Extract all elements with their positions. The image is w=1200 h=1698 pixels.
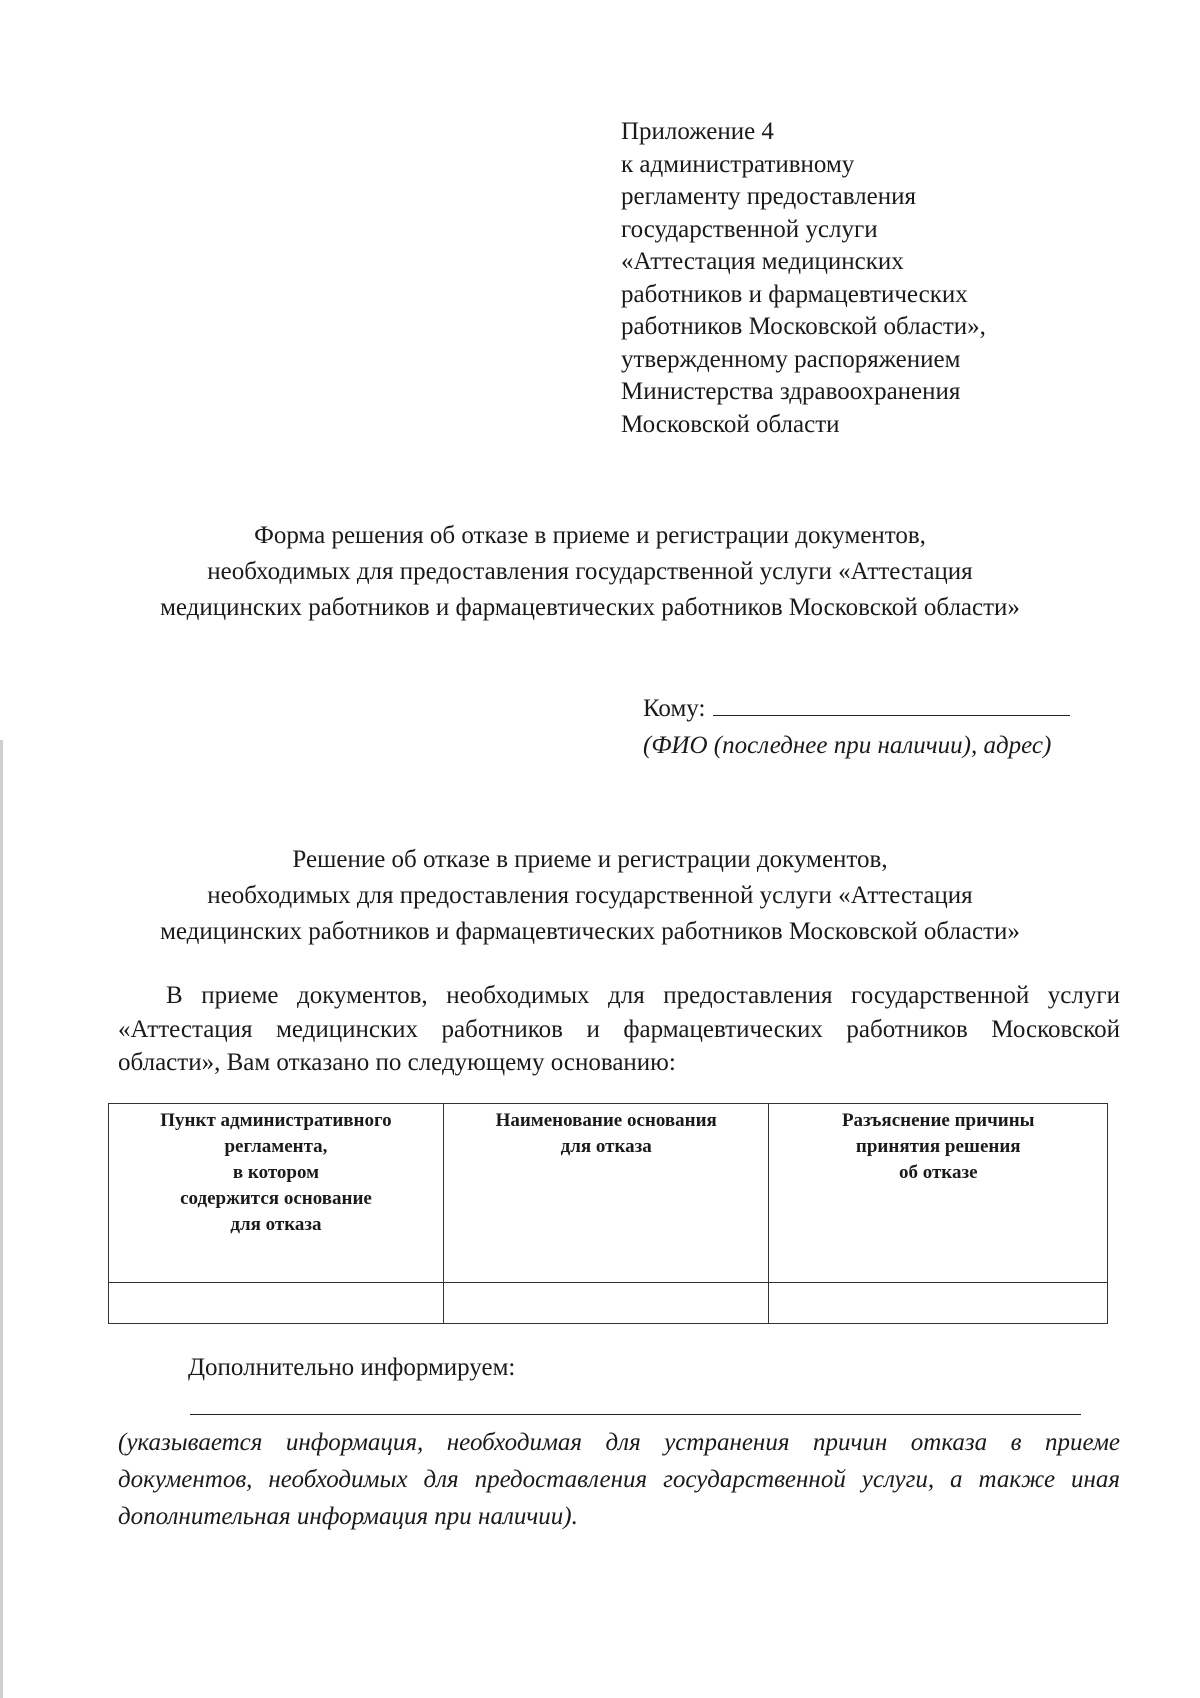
form-title-line: медицинских работников и фармацевтических работников Московской области» <box>160 594 1020 621</box>
header-reason-explanation <box>769 1104 1108 1283</box>
appendix-line: государственной услуги <box>621 215 878 243</box>
header-line: для отказа <box>230 1214 322 1235</box>
appendix-line: регламенту предоставления <box>621 183 917 210</box>
appendix-line: утвержденному распоряжением <box>621 345 961 373</box>
header-line: Пункт административного <box>160 1110 392 1131</box>
decision-title-line: необходимых для предоставления государственной услуги «Аттестация <box>207 882 973 909</box>
table-row <box>109 1283 1108 1324</box>
form-title-line: необходимых для предоставления государственной услуги «Аттестация <box>207 558 973 585</box>
appendix-line: Московской области <box>621 410 840 438</box>
recipient-field <box>643 693 1070 725</box>
appendix-line: Приложение 4 <box>621 118 774 145</box>
decision-title-line: Решение об отказе в приеме и регистрации документов, <box>292 846 888 873</box>
header-reason-name <box>443 1104 769 1283</box>
table-header-row <box>109 1104 1108 1283</box>
refusal-paragraph: В приеме документов, необходимых для предоставления государственной услуги «Аттестация медицинских работников и фармацевтических работников Московской области», Вам отказано по следующему основанию: <box>118 982 1120 1076</box>
recipient-label: Кому: <box>643 695 706 722</box>
recipient-note: (ФИО (последнее при наличии), адрес) <box>643 732 1052 759</box>
header-line: принятия решения <box>855 1136 1021 1157</box>
form-title-line: Форма решения об отказе в приеме и регистрации документов, <box>254 522 926 549</box>
table-cell <box>109 1283 444 1324</box>
form-title <box>90 518 1090 626</box>
header-line: содержится основание <box>180 1188 372 1209</box>
header-line: Разъяснение причины <box>841 1110 1035 1131</box>
appendix-line: работников Московской области», <box>621 313 986 340</box>
additional-info-label: Дополнительно информируем: <box>188 1354 516 1381</box>
header-line: об отказе <box>898 1162 978 1183</box>
appendix-line: работников и фармацевтических <box>621 280 968 308</box>
additional-info-blank-line <box>190 1414 1081 1415</box>
additional-info-note: (указывается информация, необходимая для устранения причин отказа в приеме документов, необходимых для предоставления государственной услуги, а также иная дополнительная информация при наличии). <box>118 1429 1120 1530</box>
header-regulation-clause <box>109 1104 444 1283</box>
decision-title <box>90 842 1090 950</box>
recipient-blank-line <box>713 695 1070 716</box>
appendix-line: к административному <box>621 150 855 178</box>
header-line: регламента, <box>224 1136 328 1157</box>
appendix-header <box>621 116 1141 441</box>
appendix-line: Министерства здравоохранения <box>621 378 961 405</box>
header-line: в котором <box>232 1162 320 1183</box>
table-cell <box>443 1283 769 1324</box>
header-line: для отказа <box>560 1136 652 1157</box>
decision-title-line: медицинских работников и фармацевтических работников Московской области» <box>160 918 1020 945</box>
table-cell <box>769 1283 1108 1324</box>
refusal-reasons-table <box>108 1103 1108 1324</box>
appendix-line: «Аттестация медицинских <box>621 248 904 275</box>
scan-edge-shadow <box>0 740 3 1698</box>
header-line: Наименование основания <box>495 1110 717 1131</box>
